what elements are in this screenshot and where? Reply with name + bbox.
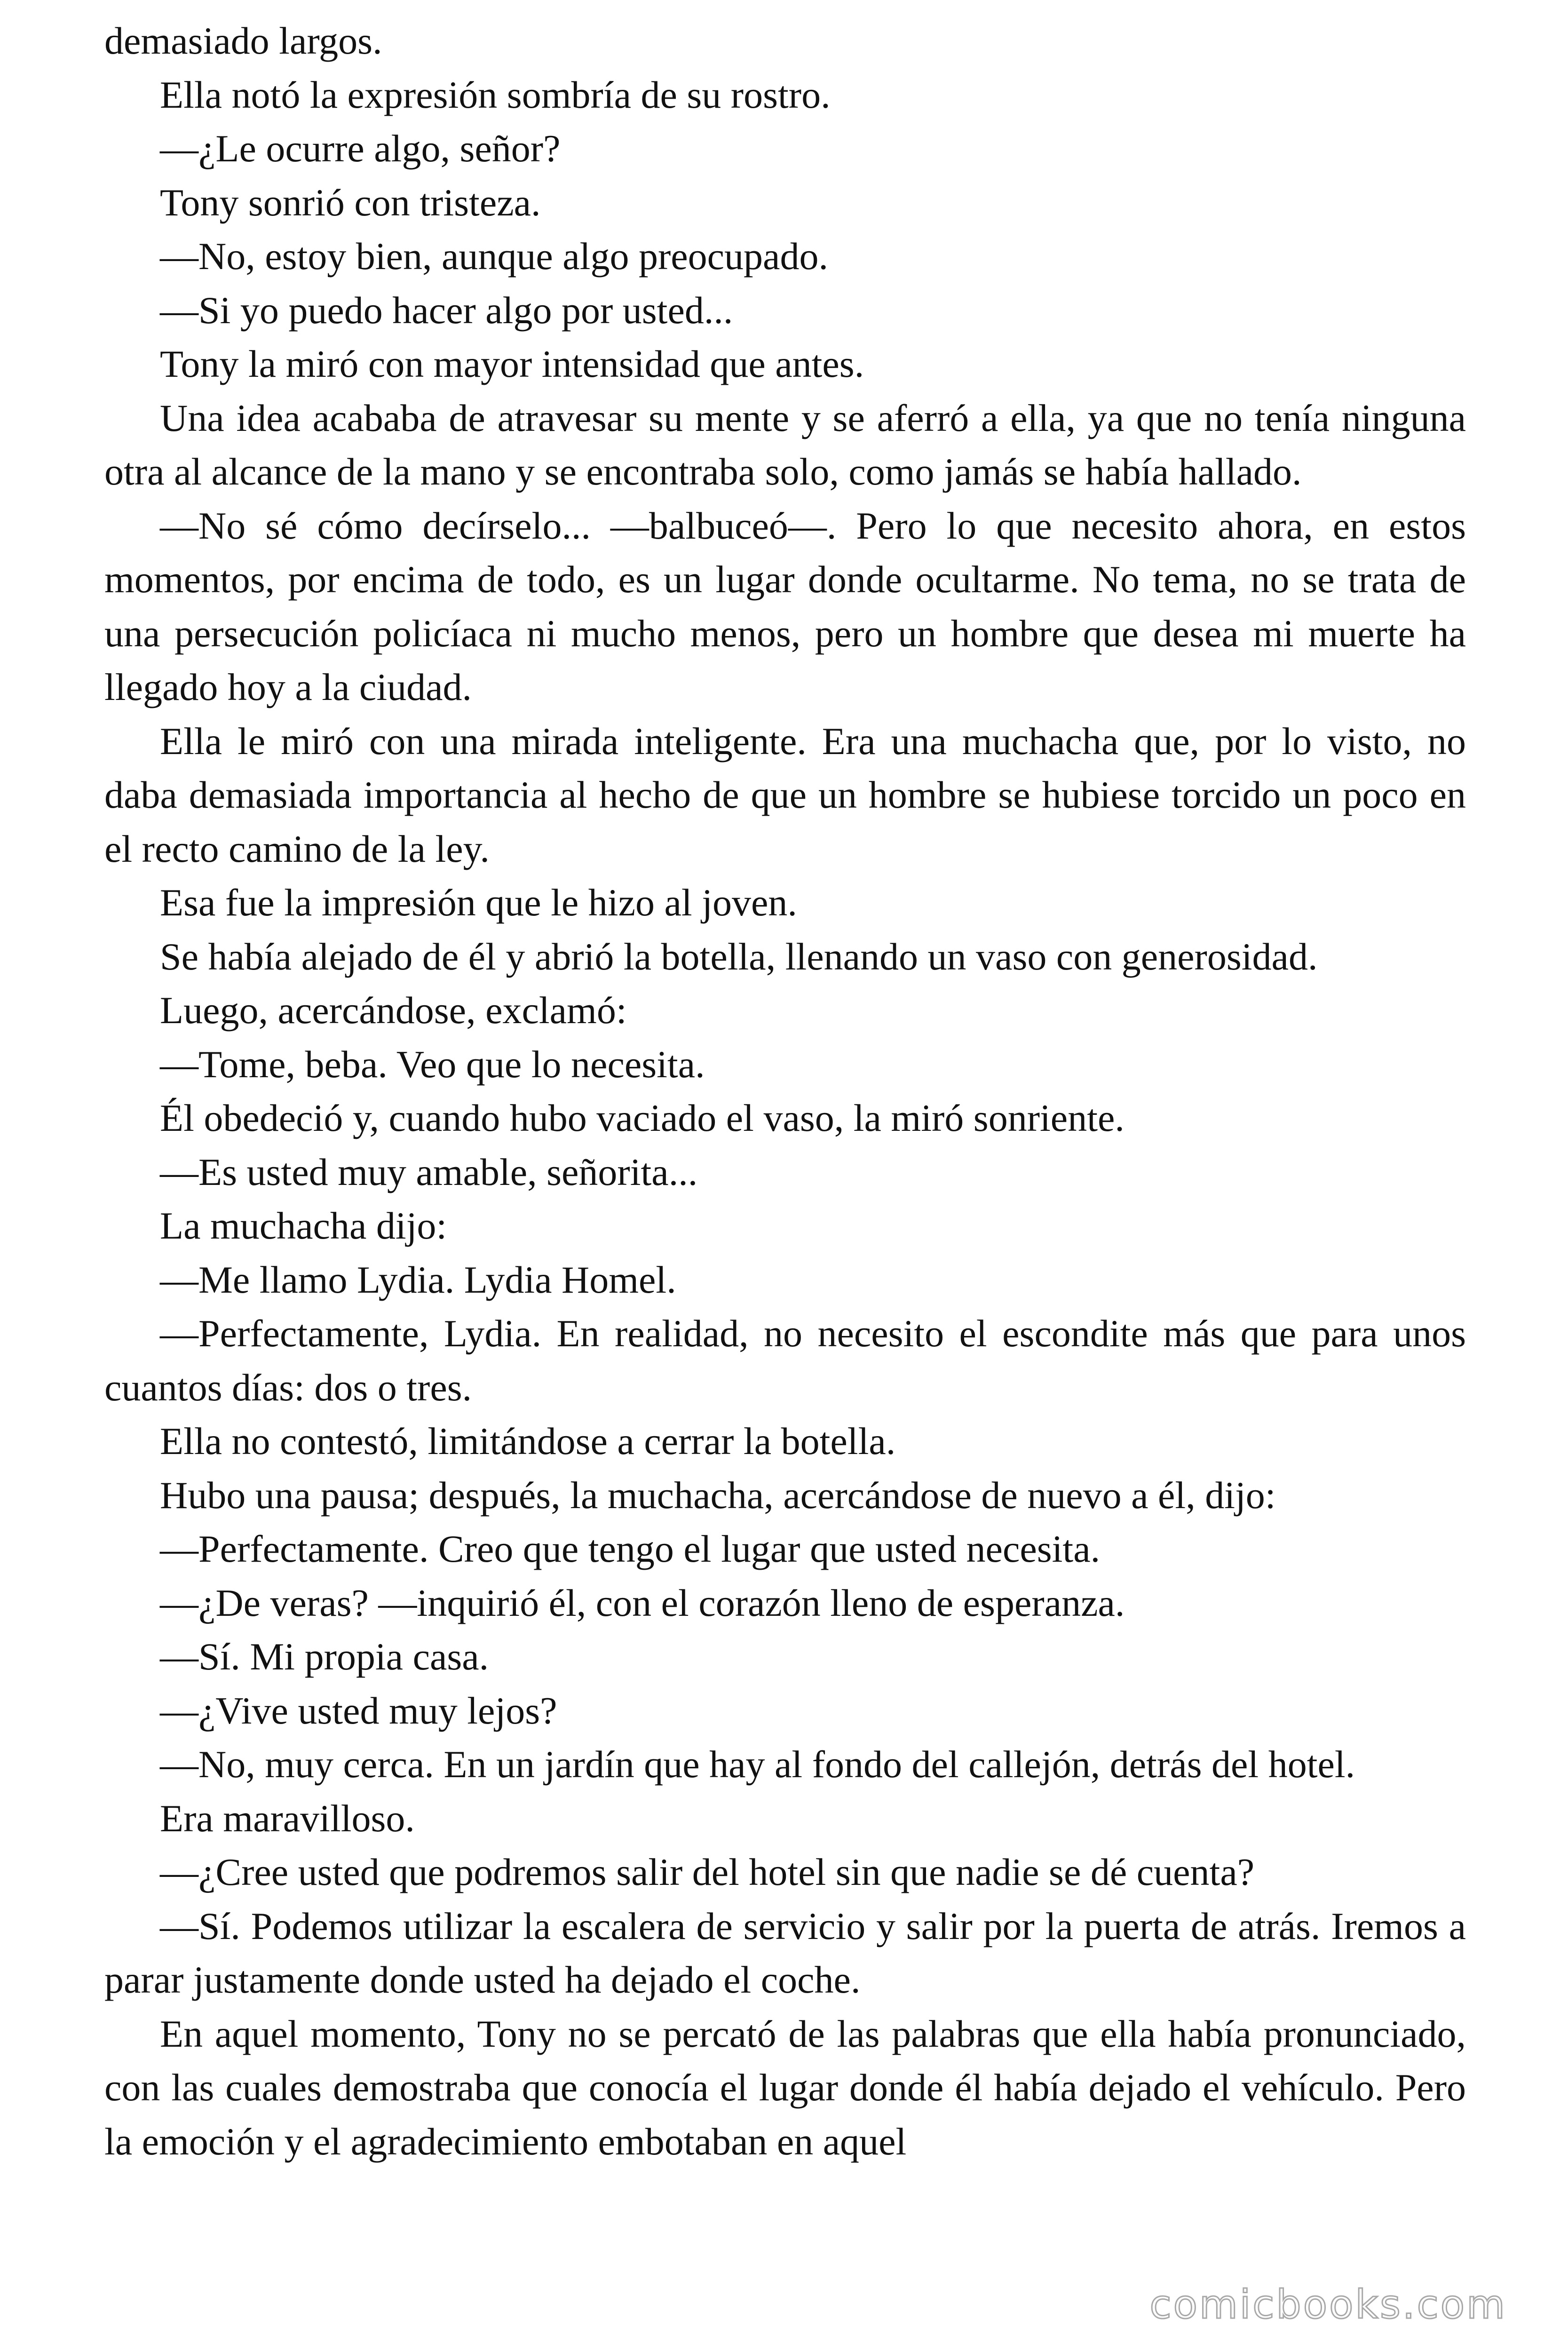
paragraph: demasiado largos.	[104, 19, 382, 62]
paragraph: —¿Vive usted muy lejos?	[160, 1689, 557, 1732]
paragraph: —Perfectamente, Lydia. En realidad, no necesito el escondite más que para unos cuantos días: dos o tres.	[104, 1312, 1466, 1409]
paragraph: —Me llamo Lydia. Lydia Homel.	[160, 1258, 676, 1301]
paragraph: Se había alejado de él y abrió la botella, llenando un vaso con generosidad.	[160, 935, 1318, 978]
paragraph: —No, estoy bien, aunque algo preocupado.	[160, 235, 828, 278]
paragraph: —Sí. Podemos utilizar la escalera de servicio y salir por la puerta de atrás. Iremos a parar justamente donde usted ha dejado el coche.	[104, 1904, 1466, 2001]
paragraph: —Perfectamente. Creo que tengo el lugar que usted necesita.	[160, 1527, 1101, 1570]
paragraph: —¿Le ocurre algo, señor?	[160, 127, 561, 170]
paragraph: —Sí. Mi propia casa.	[160, 1635, 489, 1678]
paragraph: Tony la miró con mayor intensidad que antes.	[160, 342, 864, 385]
paragraph: Ella notó la expresión sombría de su rostro.	[160, 73, 831, 116]
paragraph: Luego, acercándose, exclamó:	[160, 989, 627, 1032]
paragraph: —¿Cree usted que podremos salir del hotel sin que nadie se dé cuenta?	[160, 1851, 1255, 1893]
paragraph: Esa fue la impresión que le hizo al joven.	[160, 881, 797, 924]
paragraph: Él obedeció y, cuando hubo vaciado el vaso, la miró sonriente.	[160, 1097, 1125, 1139]
paragraph: Tony sonrió con tristeza.	[160, 181, 541, 224]
paragraph: —Es usted muy amable, señorita...	[160, 1150, 698, 1193]
paragraph: Hubo una pausa; después, la muchacha, acercándose de nuevo a él, dijo:	[160, 1473, 1276, 1517]
paragraph: La muchacha dijo:	[160, 1204, 447, 1247]
watermark: comicbooks.com	[1145, 2281, 1512, 2328]
paragraph: —Tome, beba. Veo que lo necesita.	[160, 1042, 705, 1086]
paragraph: Era maravilloso.	[160, 1796, 415, 1840]
paragraph: En aquel momento, Tony no se percató de las palabras que ella había pronunciado, con las cuales demostraba que conocía el lugar donde él había dejado el vehículo. Pero la emoción y el agradecimiento embotaban en aquel	[104, 2012, 1466, 2163]
document-page	[104, 14, 1466, 2169]
paragraph: —Si yo puedo hacer algo por usted...	[160, 288, 733, 332]
paragraph: —No sé cómo decírselo... —balbuceó—. Pero lo que necesito ahora, en estos momentos, por encima de todo, es un lugar donde ocultarme. No tema, no se trata de una persecución policíaca ni mucho menos, pero un hombre que desea mi muerte ha llegado hoy a la ciudad.	[104, 504, 1466, 708]
paragraph: Ella no contestó, limitándose a cerrar la botella.	[160, 1420, 896, 1462]
paragraph: Una idea acababa de atravesar su mente y se aferró a ella, ya que no tenía ninguna otra al alcance de la mano y se encontraba solo, como jamás se había hallado.	[104, 396, 1466, 493]
paragraph: —No, muy cerca. En un jardín que hay al fondo del callejón, detrás del hotel.	[160, 1743, 1355, 1786]
paragraph: —¿De veras? —inquirió él, con el corazón lleno de esperanza.	[160, 1581, 1125, 1624]
paragraph: Ella le miró con una mirada inteligente. Era una muchacha que, por lo visto, no daba demasiada importancia al hecho de que un hombre se hubiese torcido un poco en el recto camino de la ley.	[104, 719, 1466, 870]
